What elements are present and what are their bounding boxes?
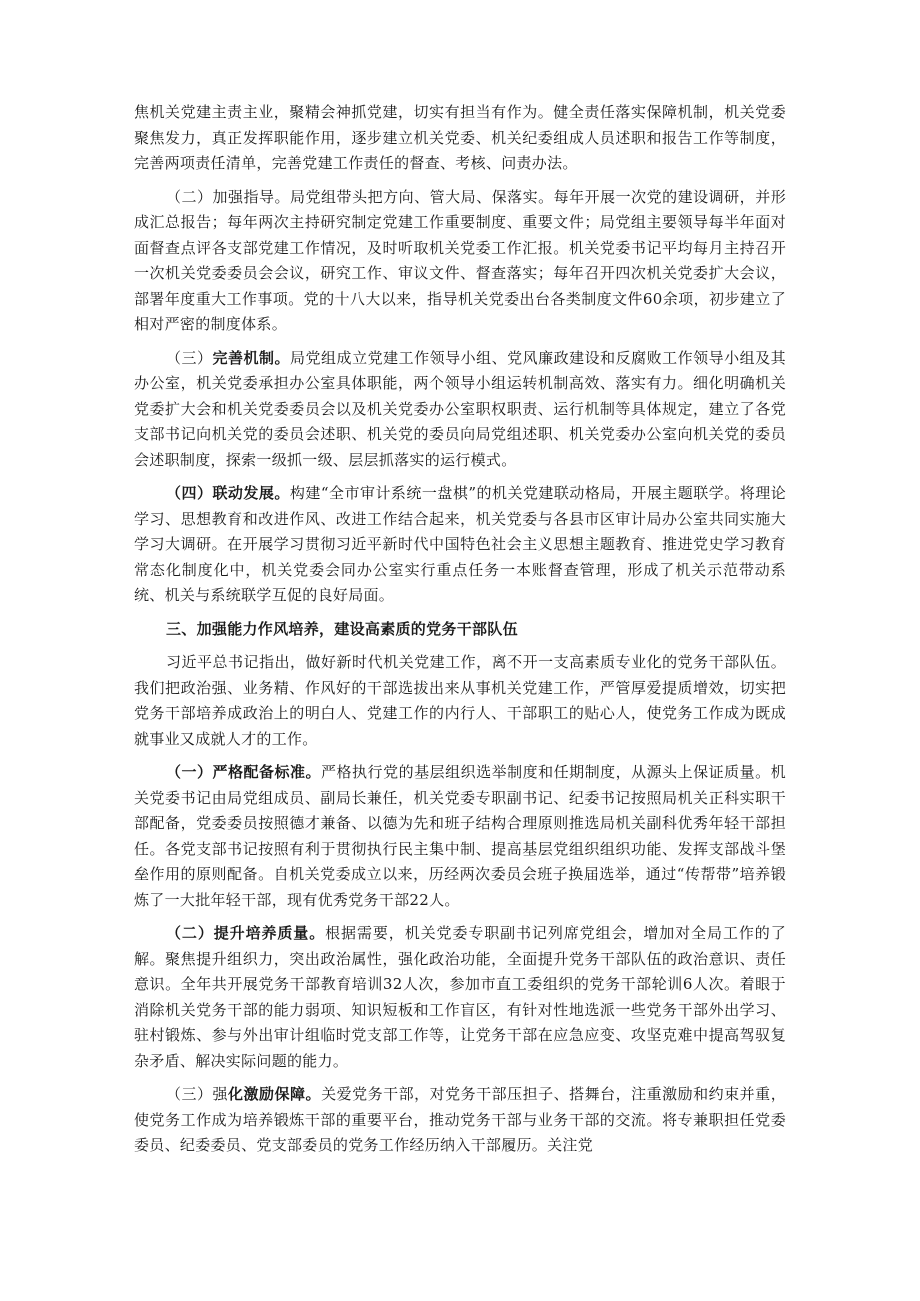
paragraph-staffing-standards — [134, 760, 786, 913]
paragraph-continuation: 焦机关党建主责主业，聚精会神抓党建，切实有担当有作为。健全责任落实保障机制，机关党委聚焦发力，真正发挥职能作用，逐步建立机关党委、机关纪委组成人员述职和报告工作等制度，完善两项责任清单，完善党建工作责任的督查、考核、问责办法。 — [134, 103, 786, 172]
item-lead-plain: （三）强 — [166, 1085, 229, 1103]
item-body: 构建“全市审计系统一盘棋”的机关党建联动格局，开展主题联学。将理论学习、思想教育和改进作风、改进工作结合起来，机关党委与各县市区审计局办公室共同实施大学习大调研。在开展学习贯彻习近平新时代中国特色社会主义思想主题教育、推进党史学习教育常态化制度化中，机关党委会同办公室实行重点任务一本账督查管理，形成了机关示范带动系统、机关与系统联学互促的良好局面。 — [134, 484, 786, 604]
item-lead: 化激励保障。 — [228, 1085, 322, 1103]
item-body: 局党组带头把方向、管大局、保落实。每年开展一次党的建设调研，并形成汇总报告；每年两次主持研究制定党建工作重要制度、重要文件；局党组主要领导每半年面对面督查点评各支部党建工作情况，及时听取机关党委工作汇报。机关党委书记平均每月主持召开一次机关党委委员会会议，研究工作、审议文件、督查落实；每年召开四次机关党委扩大会议，部署年度重大工作事项。党的十八大以来，指导机关党委出台各类制度文件60余项，初步建立了相对严密的制度体系。 — [134, 187, 786, 333]
item-body: 局党组成立党建工作领导小组、党风廉政建设和反腐败工作领导小组及其办公室，机关党委承担办公室具体职能，两个领导小组运转机制高效、落实有力。细化明确机关党委扩大会和机关党委委员会以及机关党委办公室职权职责、运行机制等具体规定，建立了各党支部书记向机关党的委员会述职、机关党的委员向局党组述职、机关党委办公室向机关党的委员会述职制度，探索一级抓一级、层层抓落实的运行模式。 — [134, 348, 786, 469]
item-body: 严格执行党的基层组织选举制度和任期制度，从源头上保证质量。机关党委书记由局党组成员、副局长兼任，机关党委专职副书记、纪委书记按照局机关正科实职干部配备，党委委员按照德才兼备、以德为先和班子结构合理原则推选局机关副科优秀年轻干部担任。各党支部书记按照有利于贯彻执行民主集中制、提高基层党组织组织功能、发挥支部战斗堡垒作用的原则配备。自机关党委成立以来，历经两次委员会班子换届选举，通过“传帮带”培养锻炼了一大批年轻干部，现有优秀党务干部22人。 — [134, 763, 786, 909]
item-lead-plain: （三） — [166, 348, 213, 367]
item-lead: （二）加强指导。 — [166, 187, 291, 206]
item-lead: 完善机制。 — [212, 348, 291, 367]
paragraph-linked-development — [134, 481, 786, 609]
paragraph-incentive-guarantee — [134, 1082, 786, 1159]
item-lead: （四）联动发展。 — [166, 484, 290, 502]
paragraph-intro: 习近平总书记指出，做好新时代机关党建工作，离不开一支高素质专业化的党务干部队伍。我们把政治强、业务精、作风好的干部选拔出来从事机关党建工作，严管厚爱提质增效，切实把党务干部培养成政治上的明白人、党建工作的内行人、干部职工的贴心人，使党务工作成为既成就事业又成就人才的工作。 — [134, 653, 786, 748]
item-body: 根据需要，机关党委专职副书记列席党组会，增加对全局工作的了解。聚焦提升组织力，突出政治属性，强化政治功能，全面提升党务干部队伍的政治意识、责任意识。全年共开展党务干部教育培训32人次，参加市直工委组织的党务干部轮训6人次。着眼于消除机关党务干部的能力弱项、知识短板和工作盲区，有针对性地选派一些党务干部外出学习、驻村锻炼、参与外出审计组临时党支部工作等，让党务干部在应急应变、攻坚克难中提高驾驭复杂矛盾、解决实际问题的能力。 — [134, 924, 786, 1070]
document-page — [134, 100, 786, 1167]
item-lead: （二）提升培养质量。 — [166, 924, 326, 942]
paragraph-improve-mechanism — [134, 346, 786, 474]
section-heading: 三、加强能力作风培养，建设高素质的党务干部队伍 — [166, 619, 518, 638]
paragraph-strengthen-guidance — [134, 185, 786, 338]
item-body: 关爱党务干部，对党务干部压担子、搭舞台，注重激励和约束并重，使党务工作成为培养锻炼干部的重要平台，推动党务干部与业务干部的交流。将专兼职担任党委委员、纪委委员、党支部委员的党务工作经历纳入干部履历。关注党 — [134, 1085, 786, 1154]
paragraph-training-quality — [134, 921, 786, 1074]
item-lead: （一）严格配备标准。 — [166, 763, 322, 781]
